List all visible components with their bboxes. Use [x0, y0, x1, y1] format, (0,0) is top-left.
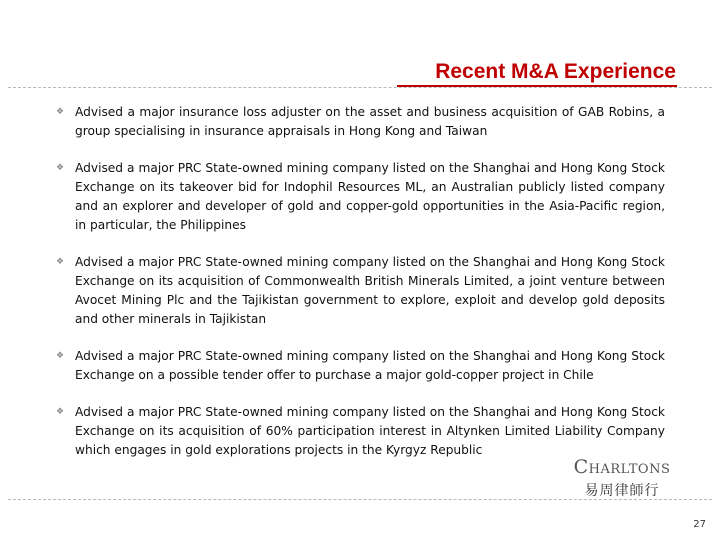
bullet-icon: ❖ — [56, 257, 65, 267]
list-item-text: Advised a major PRC State-owned mining company listed on the Shanghai and Hong Kong Stock Exchange on a possible tender offer to purchase a major gold-copper project in Chile — [75, 349, 665, 382]
page-number: 27 — [693, 519, 706, 530]
experience-list — [53, 103, 665, 478]
bullet-icon: ❖ — [56, 351, 65, 361]
top-divider — [8, 87, 712, 88]
list-item-text: Advised a major PRC State-owned mining company listed on the Shanghai and Hong Kong Stock Exchange on its acquisition of Commonwealth British Minerals Limited, a joint venture between Avocet Mining Plc and the Tajikistan government to explore, exploit and develop gold deposits and other minerals in Tajikistan — [75, 255, 665, 326]
list-item-text: Advised a major insurance loss adjuster on the asset and business acquisition of GAB Robins, a group specialising in insurance appraisals in Hong Kong and Taiwan — [75, 105, 665, 138]
page-title: Recent M&A Experience — [435, 60, 676, 83]
list-item-text: Advised a major PRC State-owned mining company listed on the Shanghai and Hong Kong Stock Exchange on its takeover bid for Indophil Resources ML, an Australian publicly listed company and an explorer and developer of gold and copper-gold opportunities in the Asia-Pacific region, in particular, the Philippines — [75, 161, 665, 232]
bullet-icon: ❖ — [56, 407, 65, 417]
logo-wordmark: Charltons — [573, 456, 671, 478]
list-item — [53, 403, 665, 460]
list-item — [53, 253, 665, 329]
list-item — [53, 103, 665, 141]
bullet-icon: ❖ — [56, 107, 65, 117]
bullet-icon: ❖ — [56, 163, 65, 173]
list-item-text: Advised a major PRC State-owned mining company listed on the Shanghai and Hong Kong Stock Exchange on its acquisition of 60% participation interest in Altynken Limited Liability Company which engages in gold explorations projects in the Kyrgyz Republic — [75, 405, 665, 457]
bottom-divider — [8, 499, 712, 500]
list-item — [53, 159, 665, 235]
list-item — [53, 347, 665, 385]
logo-chinese-name: 易周律師行 — [584, 483, 660, 499]
company-logo — [562, 456, 682, 500]
